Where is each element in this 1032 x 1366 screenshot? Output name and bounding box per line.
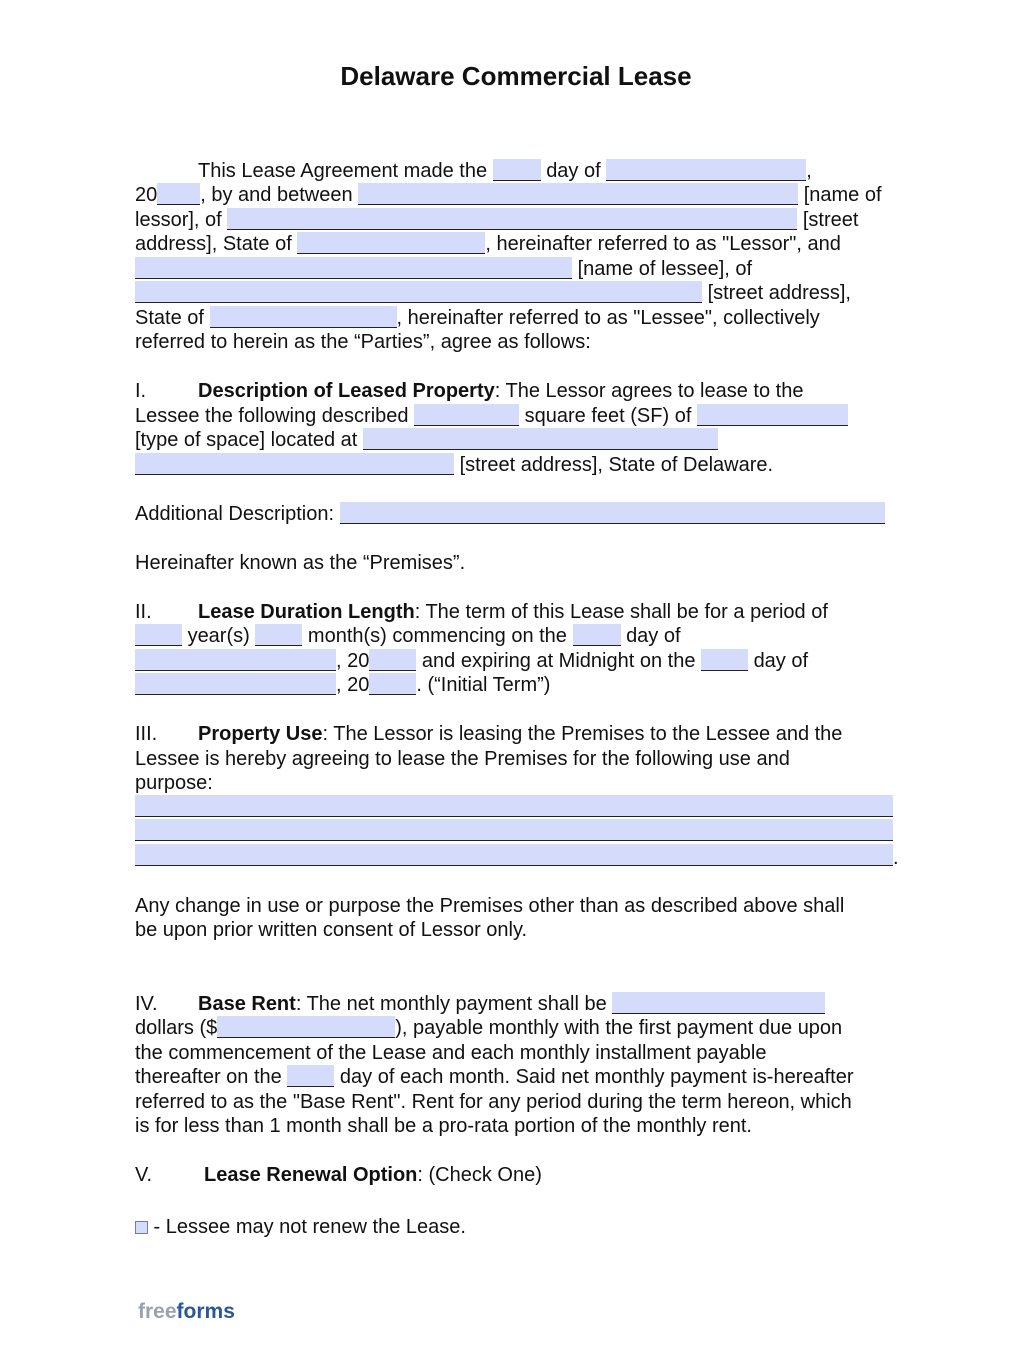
- section-4-line-2: dollars ($ ), payable monthly with the first payment due upon: [135, 1017, 843, 1039]
- payment-day-field[interactable]: [287, 1065, 334, 1087]
- intro-line-6: [street address],: [135, 281, 851, 305]
- freeforms-logo: freeforms: [138, 1300, 235, 1323]
- section-3-heading: Property Use: [198, 723, 323, 745]
- premises-location-field[interactable]: [363, 428, 718, 450]
- section-4-line-4: thereafter on the day of each month. Said net monthly payment is-hereafter: [135, 1066, 854, 1088]
- document-title: Delaware Commercial Lease: [340, 61, 692, 91]
- no-renewal-checkbox[interactable]: [135, 1221, 148, 1234]
- expiration-day-field[interactable]: [701, 649, 748, 671]
- property-use-period: .: [893, 847, 899, 869]
- intro-line-7: State of , hereinafter referred to as "Lessee", collectively: [135, 307, 820, 329]
- lessee-name-field[interactable]: [135, 257, 572, 279]
- section-5-line-1: V. Lease Renewal Option: (Check One): [135, 1164, 542, 1186]
- section-4-line-6: is for less than 1 month shall be a pro-rata portion of the monthly rent.: [135, 1115, 752, 1137]
- section-1-line-3: [type of space] located at: [135, 428, 718, 452]
- section-5-number: V.: [135, 1164, 153, 1186]
- intro-line-2: 20 , by and between [name of: [135, 184, 882, 206]
- section-1-line-2: Lessee the following described square feet (SF) of: [135, 404, 848, 428]
- base-rent-amount-field[interactable]: [217, 1016, 395, 1038]
- section-2-line-1: II. Lease Duration Length: The term of this Lease shall be for a period of: [135, 601, 828, 623]
- section-2-heading: Lease Duration Length: [198, 601, 415, 623]
- expiration-year-field[interactable]: [369, 673, 416, 695]
- expiration-month-field[interactable]: [135, 673, 336, 695]
- intro-line-5: [name of lessee], of: [135, 257, 752, 281]
- premises-definition: Hereinafter known as the “Premises”.: [135, 552, 466, 574]
- section-4-line-3: the commencement of the Lease and each monthly installment payable: [135, 1042, 767, 1064]
- section-2-line-2: year(s) month(s) commencing on the day of: [135, 624, 681, 648]
- intro-line-8: referred to herein as the “Parties”, agree as follows:: [135, 331, 591, 353]
- lessor-state-field[interactable]: [297, 232, 485, 254]
- section-3-line-1: III. Property Use: The Lessor is leasing the Premises to the Lessee and the: [135, 723, 843, 745]
- section-1-heading: Description of Leased Property: [198, 380, 495, 402]
- renewal-option-no-renew: - Lessee may not renew the Lease.: [135, 1215, 466, 1239]
- intro-line-4: address], State of , hereinafter referred to as "Lessor", and: [135, 233, 841, 255]
- commencement-day-field[interactable]: [573, 624, 621, 646]
- intro-line-3: lessor], of [street: [135, 209, 859, 231]
- section-1-line-4: [street address], State of Delaware.: [135, 453, 773, 477]
- section-4-heading: Base Rent: [198, 993, 296, 1015]
- section-4-number: IV.: [135, 993, 158, 1015]
- square-feet-field[interactable]: [414, 404, 519, 426]
- agreement-day-field[interactable]: [493, 159, 541, 181]
- section-3-line-2: Lessee is hereby agreeing to lease the Premises for the following use and: [135, 748, 790, 770]
- intro-line-1: This Lease Agreement made the day of ,: [198, 160, 812, 182]
- section-2-line-3: , 20 and expiring at Midnight on the day of: [135, 649, 808, 673]
- commencement-year-field[interactable]: [369, 649, 416, 671]
- property-use-field-2[interactable]: [135, 819, 893, 841]
- agreement-month-field[interactable]: [606, 159, 806, 181]
- section-1-line-1: I. Description of Leased Property: The Lessor agrees to lease to the: [135, 380, 804, 402]
- term-years-field[interactable]: [135, 624, 182, 646]
- type-of-space-field[interactable]: [697, 404, 848, 426]
- premises-street-address-field[interactable]: [135, 453, 454, 475]
- section-4-line-5: referred to as the "Base Rent". Rent for any period during the term hereon, which: [135, 1091, 852, 1113]
- property-use-field-3[interactable]: [135, 844, 893, 866]
- change-in-use-line-2: be upon prior written consent of Lessor only.: [135, 919, 528, 941]
- agreement-year-field[interactable]: [157, 183, 200, 205]
- lessor-name-field[interactable]: [358, 183, 798, 205]
- section-3-number: III.: [135, 723, 158, 745]
- additional-description-line: Additional Description:: [135, 502, 885, 526]
- change-in-use-line-1: Any change in use or purpose the Premises other than as described above shall: [135, 895, 845, 917]
- section-2-line-4: , 20 . (“Initial Term”): [135, 673, 550, 697]
- section-4-line-1: IV. Base Rent: The net monthly payment shall be: [135, 992, 825, 1016]
- lessor-street-address-field[interactable]: [227, 208, 797, 230]
- section-1-number: I.: [135, 380, 147, 402]
- commencement-month-field[interactable]: [135, 649, 336, 671]
- section-5-heading: Lease Renewal Option: [204, 1164, 418, 1186]
- additional-description-field[interactable]: [340, 502, 885, 524]
- section-2-number: II.: [135, 601, 152, 623]
- property-use-field-1[interactable]: [135, 795, 893, 817]
- base-rent-words-field[interactable]: [612, 992, 825, 1014]
- lessee-state-field[interactable]: [210, 306, 397, 328]
- lessee-street-address-field[interactable]: [135, 281, 702, 303]
- section-3-line-3: purpose:: [135, 772, 213, 794]
- term-months-field[interactable]: [255, 624, 302, 646]
